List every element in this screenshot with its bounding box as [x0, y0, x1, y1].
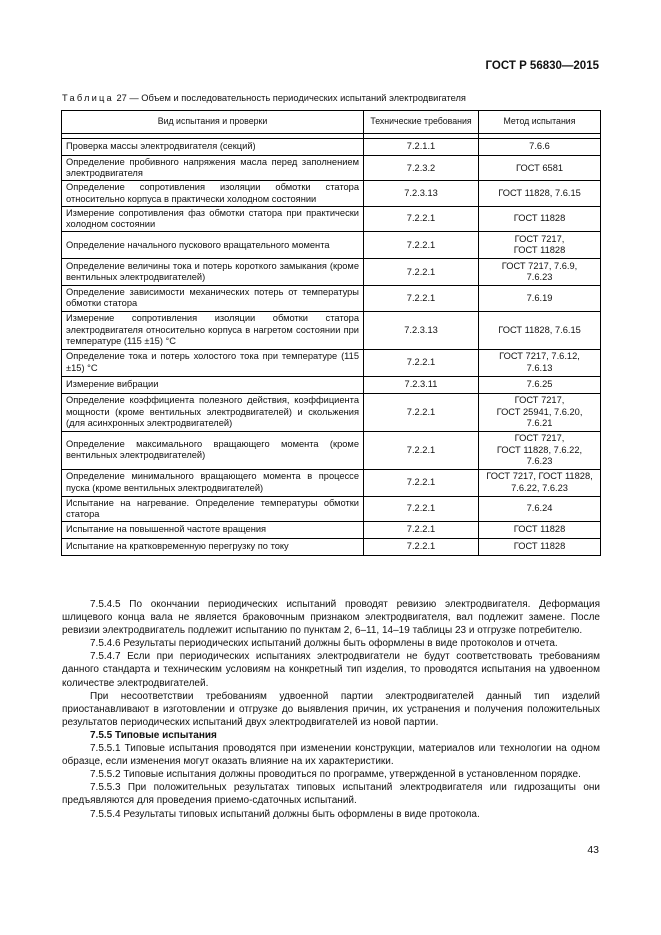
- table-row: [62, 206, 601, 231]
- table-row: [62, 311, 601, 349]
- table-row: [62, 376, 601, 393]
- cell-test: Испытание на нагревание. Определение температуры обмотки статора: [62, 496, 364, 521]
- cell-requirements: 7.2.2.1: [364, 206, 479, 231]
- table-caption-text: 27 — Объем и последовательность периодических испытаний электродвигателя: [113, 93, 466, 103]
- cell-method: 7.6.6: [479, 139, 601, 156]
- table-row: [62, 286, 601, 311]
- cell-method: ГОСТ 11828: [479, 206, 601, 231]
- cell-method: ГОСТ 7217, 7.6.12, 7.6.13: [479, 349, 601, 376]
- cell-test: Испытание на повышенной частоте вращения: [62, 522, 364, 539]
- cell-method: 7.6.24: [479, 496, 601, 521]
- cell-requirements: 7.2.2.1: [364, 232, 479, 259]
- cell-test: Определение зависимости механических потерь от температуры обмотки статора: [62, 286, 364, 311]
- cell-method: ГОСТ 7217, ГОСТ 11828, 7.6.22, 7.6.23: [479, 431, 601, 469]
- paragraph: 7.5.4.7 Если при периодических испытаниях электродвигатели не будут соответствовать требованиям данного стандарта и техническим условиям на конкретный тип изделия, то проводятся испытания на удвоенном количестве электродвигателей.: [62, 651, 600, 689]
- cell-requirements: 7.2.3.13: [364, 181, 479, 206]
- cell-test: Определение начального пускового вращательного момента: [62, 232, 364, 259]
- table-row: [62, 232, 601, 259]
- table-header-row: [62, 111, 601, 134]
- table-row: [62, 522, 601, 539]
- col-header-method: Метод испытания: [479, 111, 601, 134]
- page-number: 43: [587, 844, 599, 856]
- table-row: [62, 259, 601, 286]
- cell-method: ГОСТ 7217, 7.6.9, 7.6.23: [479, 259, 601, 286]
- paragraph: 7.5.5.3 При положительных результатах типовых испытаний электродвигателя или гидрозащиты они предъявляются для проведения приемо-сдаточных испытаний.: [62, 782, 600, 807]
- cell-test: Измерение вибрации: [62, 376, 364, 393]
- paragraph: При несоответствии требованиям удвоенной партии электродвигателей данный тип изделий приостанавливают в изготовлении и отгрузке до выявления причин, их устранения и получения положительных результатов периодических испытаний двух электродвигателей из новой партии.: [62, 690, 600, 728]
- cell-method: ГОСТ 11828, 7.6.15: [479, 311, 601, 349]
- cell-requirements: 7.2.2.1: [364, 522, 479, 539]
- paragraph: 7.5.4.6 Результаты периодических испытаний должны быть оформлены в виде протоколов и отчета.: [90, 638, 558, 650]
- table-row: [62, 393, 601, 431]
- cell-test: Определение максимального вращающего момента (кроме вентильных электродвигателей): [62, 431, 364, 469]
- table-row: [62, 469, 601, 496]
- cell-method: ГОСТ 11828, 7.6.15: [479, 181, 601, 206]
- cell-requirements: 7.2.2.1: [364, 393, 479, 431]
- cell-requirements: 7.2.2.1: [364, 259, 479, 286]
- paragraph: 7.5.4.5 По окончании периодических испытаний проводят ревизию электродвигателя. Деформация шлицевого конца вала не является браковочным признаком электродвигателя, вал подлежит замене. После ревизии электродвигатель подлежит испытанию по пунктам 2, 6–11, 14–19 таблицы 23 и отгрузке потребителю.: [62, 599, 600, 637]
- cell-test: Проверка массы электродвигателя (секций): [62, 139, 364, 156]
- cell-method: ГОСТ 6581: [479, 156, 601, 181]
- cell-test: Определение величины тока и потерь короткого замыкания (кроме вентильных электродвигателей): [62, 259, 364, 286]
- cell-requirements: 7.2.2.1: [364, 349, 479, 376]
- table-caption-label: Таблица: [62, 93, 114, 103]
- col-header-requirements: Технические требования: [364, 111, 479, 134]
- cell-requirements: 7.2.2.1: [364, 469, 479, 496]
- table-row: [62, 431, 601, 469]
- paragraph: 7.5.5.1 Типовые испытания проводятся при изменении конструкции, материалов или технологии на одном образце, если изменения могут оказать влияние на их характеристики.: [62, 743, 600, 768]
- cell-method: ГОСТ 11828: [479, 522, 601, 539]
- table-row: [62, 349, 601, 376]
- cell-requirements: 7.2.3.11: [364, 376, 479, 393]
- cell-test: Определение пробивного напряжения масла перед заполнением электродвигателя: [62, 156, 364, 181]
- table-row: [62, 496, 601, 521]
- cell-requirements: 7.2.2.1: [364, 539, 479, 556]
- cell-requirements: 7.2.2.1: [364, 286, 479, 311]
- table-body: [62, 139, 601, 556]
- cell-requirements: 7.2.2.1: [364, 431, 479, 469]
- cell-test: Определение коэффициента полезного действия, коэффициента мощности (кроме вентильных электродвигателей) и скольжения (для асинхронных электродвигателей): [62, 393, 364, 431]
- document-code: ГОСТ Р 56830—2015: [485, 60, 599, 72]
- table-caption: [62, 93, 602, 103]
- cell-requirements: 7.2.2.1: [364, 496, 479, 521]
- cell-requirements: 7.2.1.1: [364, 139, 479, 156]
- cell-method: 7.6.19: [479, 286, 601, 311]
- paragraph: 7.5.5.4 Результаты типовых испытаний должны быть оформлены в виде протокола.: [90, 808, 480, 820]
- col-header-test: Вид испытания и проверки: [62, 111, 364, 134]
- cell-method: ГОСТ 7217, ГОСТ 25941, 7.6.20, 7.6.21: [479, 393, 601, 431]
- table-row: [62, 139, 601, 156]
- cell-method: ГОСТ 7217, ГОСТ 11828: [479, 232, 601, 259]
- cell-method: ГОСТ 7217, ГОСТ 11828, 7.6.22, 7.6.23: [479, 469, 601, 496]
- cell-test: Определение сопротивления изоляции обмотки статора относительно корпуса в практически холодном состоянии: [62, 181, 364, 206]
- table-row: [62, 181, 601, 206]
- cell-test: Определение минимального вращающего момента в процессе пуска (кроме вентильных электродвигателей): [62, 469, 364, 496]
- cell-test: Испытание на кратковременную перегрузку по току: [62, 539, 364, 556]
- cell-test: Измерение сопротивления изоляции обмотки статора электродвигателя относительно корпуса в нагретом состоянии при температуре (115 ±15) °С: [62, 311, 364, 349]
- cell-test: Определение тока и потерь холостого тока при температуре (115 ±15) °С: [62, 349, 364, 376]
- cell-requirements: 7.2.3.2: [364, 156, 479, 181]
- tests-table: [61, 110, 601, 556]
- table-row: [62, 539, 601, 556]
- cell-requirements: 7.2.3.13: [364, 311, 479, 349]
- table-row: [62, 156, 601, 181]
- cell-method: 7.6.25: [479, 376, 601, 393]
- section-heading: 7.5.5 Типовые испытания: [90, 729, 217, 741]
- body-text: [62, 598, 600, 821]
- cell-method: ГОСТ 11828: [479, 539, 601, 556]
- cell-test: Измерение сопротивления фаз обмотки статора при практически холодном состоянии: [62, 206, 364, 231]
- paragraph: 7.5.5.2 Типовые испытания должны проводиться по программе, утвержденной в установленном порядке.: [90, 769, 581, 781]
